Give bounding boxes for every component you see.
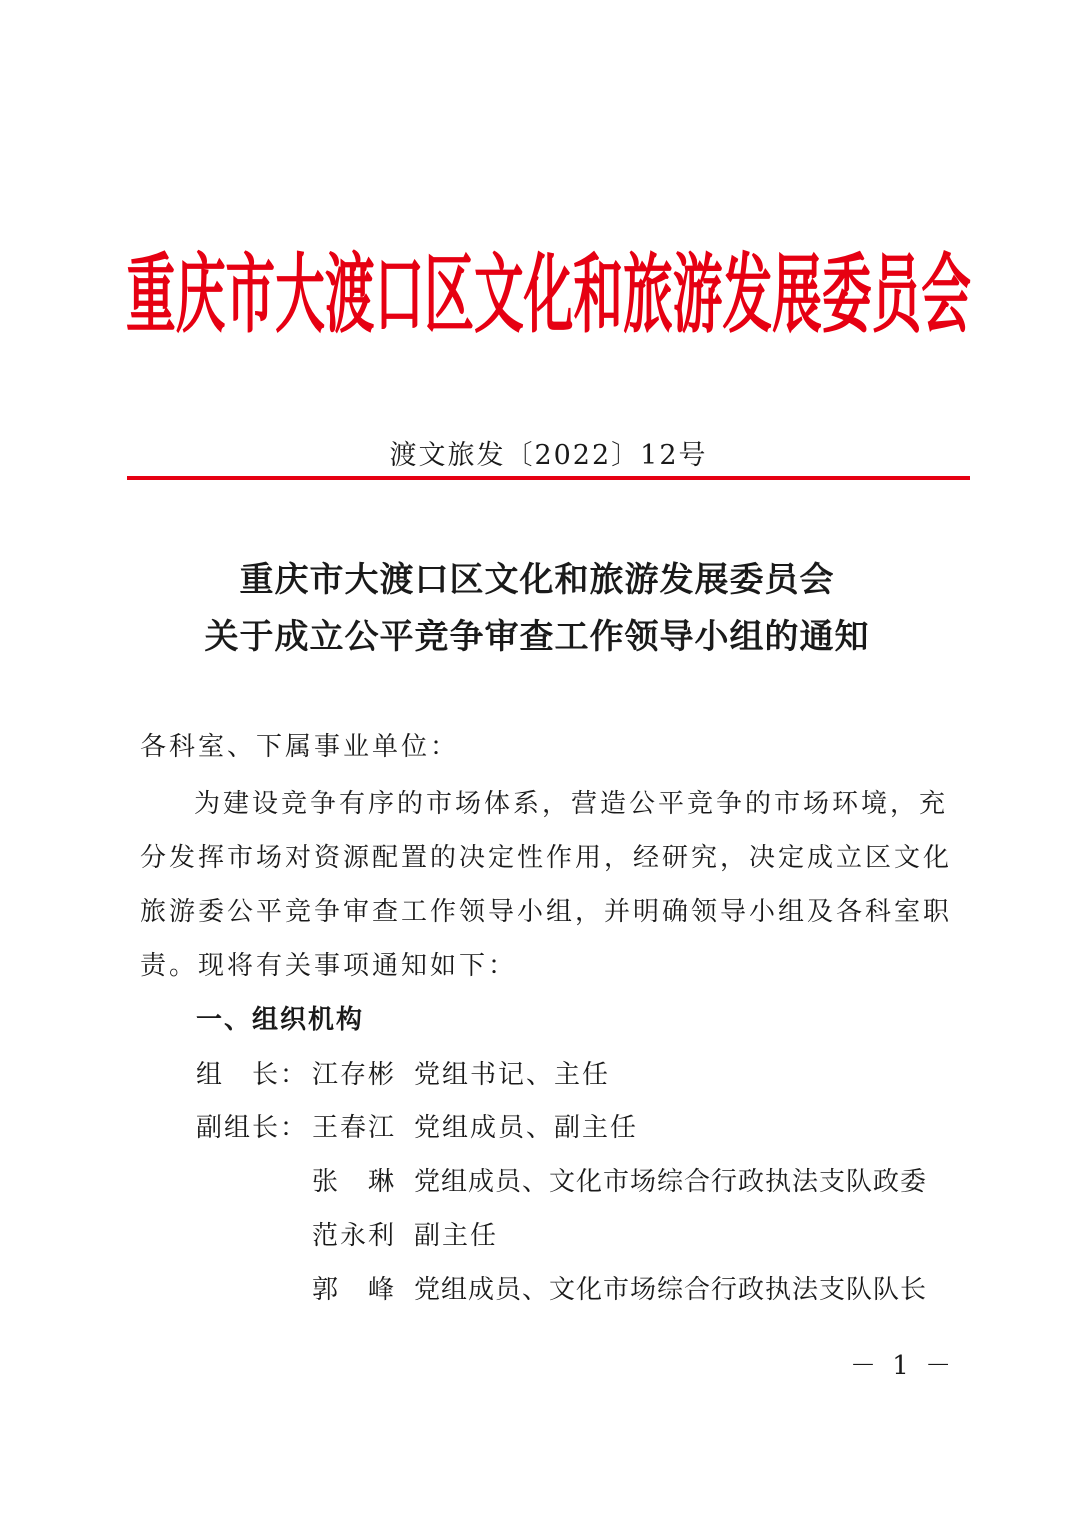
letterhead-svg <box>126 232 971 342</box>
notice-title-line-2: 关于成立公平竞争审查工作领导小组的通知 <box>204 617 870 657</box>
member-role: 组 长： <box>196 1060 309 1090</box>
member-position: 党组成员、副主任 <box>414 1113 639 1143</box>
notice-title-line-1: 重庆市大渡口区文化和旅游发展委员会 <box>239 560 835 600</box>
member-position: 党组成员、文化市场综合行政执法支队队长 <box>414 1275 928 1305</box>
section-heading: 一、组织机构 <box>196 1005 365 1035</box>
member-role: 副组长： <box>196 1113 309 1143</box>
red-letterhead <box>126 232 971 342</box>
salutation: 各科室、下属事业单位： <box>140 732 460 762</box>
member-name: 郭 峰 <box>312 1275 397 1305</box>
member-position: 副主任 <box>414 1221 499 1251</box>
intro-line: 责。现将有关事项通知如下： <box>140 951 518 981</box>
member-position: 党组成员、文化市场综合行政执法支队政委 <box>414 1167 928 1197</box>
document-number: 渡文旅发〔2022〕12号 <box>389 440 708 471</box>
red-divider-line <box>127 476 970 480</box>
intro-line: 旅游委公平竞争审查工作领导小组，并明确领导小组及各科室职 <box>140 897 953 927</box>
member-name: 江存彬 <box>312 1060 397 1090</box>
intro-line: 为建设竞争有序的市场体系，营造公平竞争的市场环境，充 <box>194 789 949 819</box>
member-name: 范永利 <box>312 1221 397 1251</box>
member-name: 王春江 <box>312 1113 397 1143</box>
member-position: 党组书记、主任 <box>414 1060 611 1090</box>
page-number: － 1 － <box>850 1351 956 1381</box>
intro-line: 分发挥市场对资源配置的决定性作用，经研究，决定成立区文化 <box>140 843 953 873</box>
letterhead-text: 重庆市大渡口区文化和旅游发展委员会 <box>126 245 971 342</box>
member-name: 张 琳 <box>312 1167 397 1197</box>
